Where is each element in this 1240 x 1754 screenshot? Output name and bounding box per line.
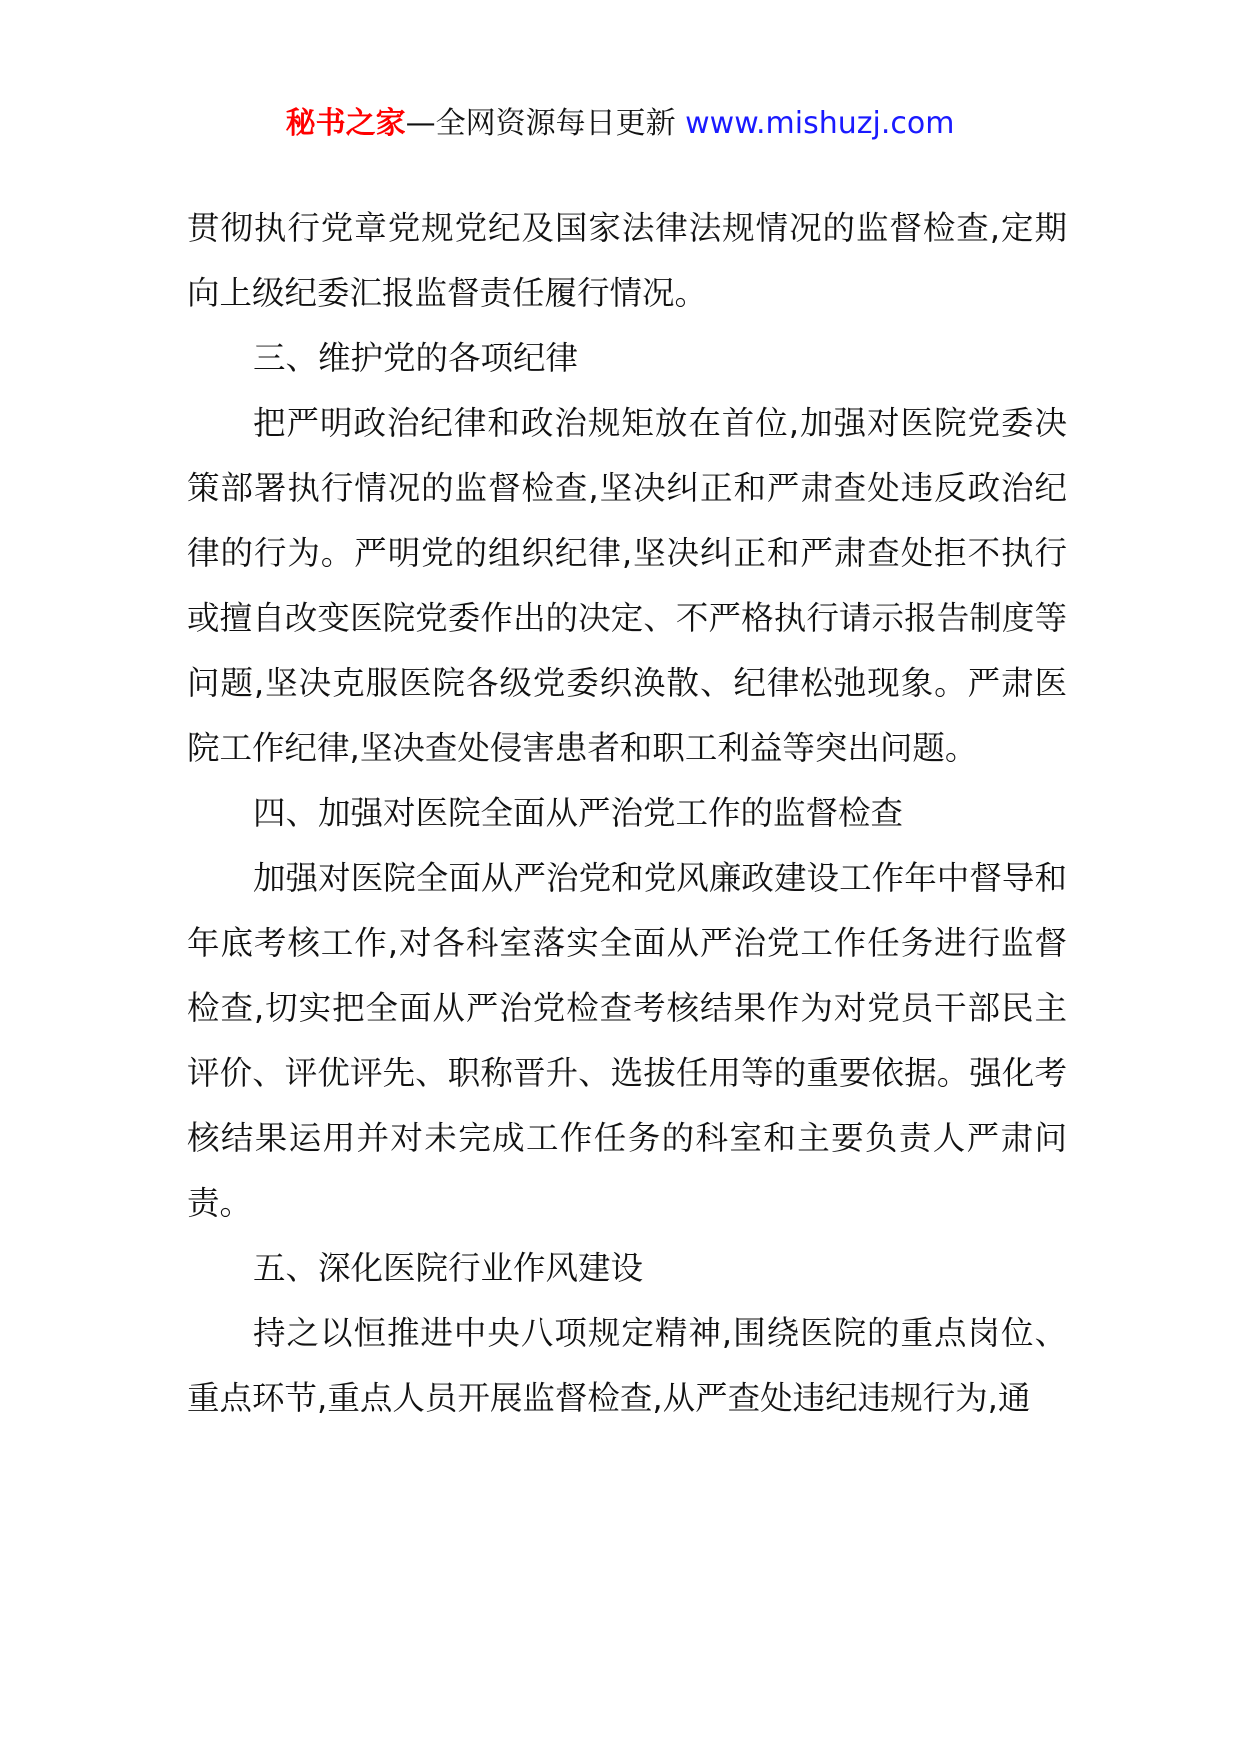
document-body (187, 196, 1067, 1431)
header-tagline: —全网资源每日更新 (405, 106, 686, 141)
paragraph: 把严明政治纪律和政治规矩放在首位,加强对医院党委决策部署执行情况的监督检查,坚决纠正和严肃查处违反政治纪律的行为。严明党的组织纪律,坚决纠正和严肃查处拒不执行或擅自改变医院党委作出的决定、不严格执行请示报告制度等问题,坚决克服医院各级党委织涣散、纪律松弛现象。严肃医院工作纪律,坚决查处侵害患者和职工利益等突出问题。 (187, 404, 1067, 767)
section-heading-4: 四、加强对医院全面从严治党工作的监督检查 (253, 794, 904, 832)
section-heading-3: 三、维护党的各项纪律 (253, 339, 579, 377)
page-header (0, 100, 1240, 148)
paragraph-continued: 贯彻执行党章党规党纪及国家法律法规情况的监督检查,定期向上级纪委汇报监督责任履行情况。 (187, 209, 1067, 312)
website-url[interactable]: www.mishuzj.com (685, 106, 955, 141)
paragraph: 加强对医院全面从严治党和党风廉政建设工作年中督导和年底考核工作,对各科室落实全面从严治党工作任务进行监督检查,切实把全面从严治党检查考核结果作为对党员干部民主评价、评优评先、职称晋升、选拔任用等的重要依据。强化考核结果运用并对未完成工作任务的科室和主要负责人严肃问责。 (187, 859, 1067, 1222)
paragraph: 持之以恒推进中央八项规定精神,围绕医院的重点岗位、重点环节,重点人员开展监督检查,从严查处违纪违规行为,通 (187, 1314, 1067, 1417)
section-heading-5: 五、深化医院行业作风建设 (253, 1249, 644, 1287)
brand-name: 秘书之家 (285, 106, 406, 141)
